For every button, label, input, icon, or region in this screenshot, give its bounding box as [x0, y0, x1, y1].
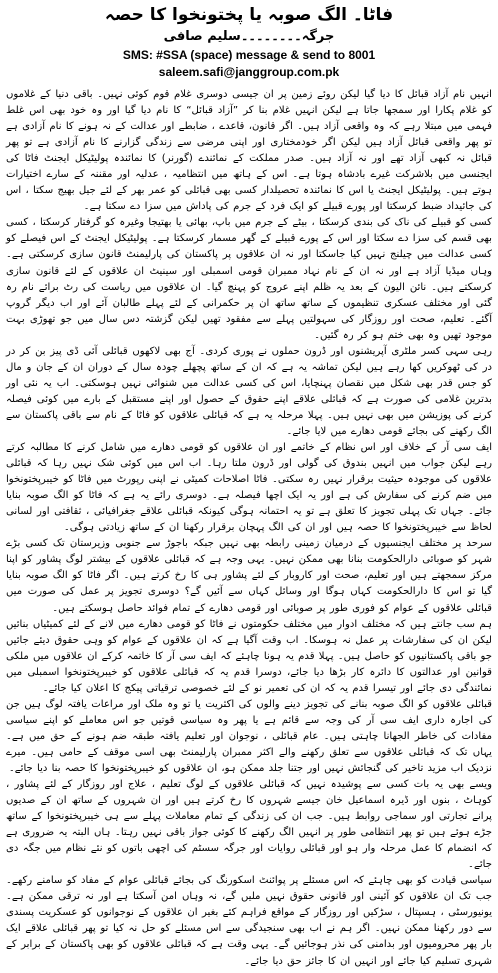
author-email: saleem.safi@janggroup.com.pk [158, 65, 340, 79]
article-paragraph: ہم سب جانتے ہیں کہ مختلف ادوار میں مختلف حکومتوں نے فاٹا کو قومی دھارے میں لانے کے لئے کمیٹیاں بنائیں لیکن ان کی سفارشات پر عمل نہ ہوسکا۔ اب وقت آگیا ہے کہ ان علاقوں کے عوام کو وہی حقوق دیئے جائیں جو باقی پاکستانیوں کو حاصل ہیں۔ پہلا قدم یہ ہونا چاہئے کہ ایف سی آر کا خاتمہ کرکے ان علاقوں میں ملکی قوانین اور عدالتوں کا دائرہ کار بڑھا دیا جائے، دوسرا قدم یہ کہ قبائلی علاقوں کو خیبرپختونخوا اسمبلی میں نمائندگی دی جائے اور تیسرا قدم یہ کہ ان کی تعمیر نو کے لئے خصوصی ترقیاتی پیکج کا اعلان کیا جائے۔ [6, 618, 492, 694]
article-paragraph: ایف سی آر کے خلاف اور اس نظام کے خاتمے اور ان علاقوں کو قومی دھارے میں شامل کرنے کا مطالبہ کرتے رہے لیکن جواب میں انہیں بندوق کی گولی اور ڈرون ملتا رہا۔ اب اس میں کوئی شک نہیں رہا کہ قبائلی علاقوں کی موجودہ حیثیت برقرار نہیں رہ سکتی۔ فاٹا اصلاحات کمیٹی نے اپنی رپورٹ میں فاٹا کو خیبرپختونخوا میں ضم کرنے کی سفارش کی ہے اور یہ ایک اچھا فیصلہ ہے۔ دوسری رائے یہ ہے کہ فاٹا کو الگ صوبہ بنایا جائے۔ جہاں تک پہلی تجویز کا تعلق ہے تو یہ احتمانہ ہوگی کیونکہ قبائلی علاقے جغرافیائی ، ثقافتی اور لسانی لحاظ سے خیبرپختونخوا کا حصہ ہیں اور ان کی الگ پہچان برقرار رکھنا ان کے ساتھ زیادتی ہوگی۔ [6, 442, 492, 534]
article-header [6, 4, 492, 81]
article-paragraph: انہیں نام آزاد قبائل کا دیا گیا لیکن روئے زمین پر ان جیسی دوسری غلام قوم کوئی نہیں۔ باقی دنیا کے غلاموں کو غلام پکارا اور سمجھا جاتا ہے لیکن انہیں غلام بنا کر ”آزاد قبائل“ کا نام دیا گیا اور وہ خود بھی اس غلط فہمی میں مبتلا رہے کہ وہ واقعی آزاد ہیں۔ اگر قانون، قاعدے ، ضابطے اور عدالت کے نہ ہونے کا نام آزادی ہے تو پھر واقعی قبائل آزاد ہیں لیکن اگر خودمختاری اور اپنی مرضی سے زندگی گزارنے کا نام آزادی ہے تو پھر قبائل نہ کبھی آزاد تھے اور نہ آزاد ہیں۔ صدر مملکت کے نمائندے (گورنر) کا نمائندہ پولیٹیکل ایجنٹ فاٹا کی ایجنسی میں بلاشرکت غیرے بادشاہ ہوتا ہے۔ اس کے ہاتھ میں انتظامیہ ، عدلیہ اور مقننہ کے سارے اختیارات ہوتے ہیں۔ پولیٹیکل ایجنٹ یا اس کا نمائندہ تحصیلدار کسی بھی قبائلی کو عمر بھر کے لئے جیل بھیج سکتا ، اس کی جائیداد ضبط کرسکتا اور پورے قبیلے کو ایک فرد کے جرم کی پاداش میں سزا دے سکتا ہے۔ [6, 89, 492, 213]
article-paragraph: قبائلی علاقوں کو الگ صوبہ بنانے کی تجویز دینے والوں کی اکثریت یا تو وہ ملک اور مراعات یافتہ لوگ ہیں جن کی اجارہ داری ایف سی آر کی وجہ سے قائم ہے یا پھر وہ سیاسی قوتیں جو اس معاملے کو اپنے سیاسی مفادات کی خاطر الجھانا چاہتی ہیں۔ عام قبائلی ، نوجوان اور تعلیم یافتہ طبقہ ضم ہونے کے حق میں ہے۔ یہاں تک کہ قبائلی علاقوں سے تعلق رکھنے والے اکثر ممبران پارلیمنٹ بھی اسی موقف کے حامی ہیں۔ میرے نزدیک اب مزید تاخیر کی گنجائش نہیں اور جتنا جلد ممکن ہو، ان علاقوں کو خیبرپختونخوا کا حصہ بنا دیا جائے۔ [6, 698, 492, 774]
sms-line: SMS: #SSA (space) message & send to 8001 [122, 48, 376, 62]
article-paragraph: رہی سہی کسر ملٹری آپریشنوں اور ڈرون حملوں نے پوری کردی۔ آج بھی لاکھوں قبائلی آئی ڈی پیز بن کر در در کی ٹھوکریں کھا رہے ہیں لیکن تماشہ یہ ہے کہ ان کے ساتھ پچھلے چودہ سال کے دوران ان کے جان و مال کو جس قدر بھی شکل میں نقصان پہنچایا، اس کی کسی عدالت میں شنوائی نہیں ہوسکتی۔ اب یہ نئی اور بدترین غلامی کی صورت ہے کہ قبائلی علاقے اپنے حقوق کے حصول اور اپنے مستقبل کے بارے میں کوئی فیصلہ کرنے کی پوزیشن میں بھی نہیں ہیں۔ پہلا مرحلہ یہ ہے کہ قبائلی علاقوں کو فاٹا کے نام سے باقی پاکستان سے الگ رکھنے کی بجائے قومی دھارے میں لایا جائے۔ [6, 345, 492, 437]
article-paragraph: ویسے بھی یہ بات کسی سے پوشیدہ نہیں کہ قبائلی علاقوں کے لوگ تعلیم ، علاج اور روزگار کے لئے پشاور ، کوہاٹ ، بنوں اور ڈیرہ اسماعیل خان جیسے شہروں کا رخ کرتے ہیں اور ان شہروں کے ساتھ ان کے صدیوں پرانے تجارتی اور سماجی روابط ہیں۔ جب ان کی زندگی کے تمام معاملات پہلے سے ہی خیبرپختونخوا کے ساتھ جڑے ہوئے ہیں تو پھر انتظامی طور پر انہیں الگ رکھنے کا کوئی جواز باقی نہیں رہتا۔ ہاں البتہ یہ ضروری ہے کہ انضمام کا عمل مرحلہ وار ہو اور قبائلی روایات اور جرگہ سسٹم کی اچھی باتوں کو نئے نظام میں جگہ دی جائے۔ [6, 779, 492, 871]
article-byline: جرگہ۔۔۔۔۔۔۔۔سلیم صافی [163, 29, 335, 44]
article-paragraph: سیاسی قیادت کو بھی چاہئے کہ اس مسئلے پر پوائنٹ اسکورنگ کی بجائے قبائلی عوام کے مفاد کو سامنے رکھے۔ جب تک ان علاقوں کو آئینی اور قانونی حقوق نہیں ملیں گے، نہ وہاں امن آسکتا ہے اور نہ ترقی ممکن ہے۔ یونیورسٹی ، ہسپتال ، سڑکیں اور روزگار کے مواقع فراہم کئے بغیر ان علاقوں کے نوجوانوں کو عسکریت پسندی سے دور رکھنا ممکن نہیں۔ اگر ہم نے اب بھی سنجیدگی سے اس مسئلے کو حل نہ کیا تو پھر قبائلی علاقے ایک بار پھر محرومیوں اور بدامنی کی نذر ہوجائیں گے۔ یہی وقت ہے کہ قبائلی علاقوں کو بھی پاکستان کے برابر کے شہری تسلیم کیا جائے اور انہیں ان کا جائز حق دیا جائے۔ [6, 875, 492, 967]
article-paragraph: کسی کو قبیلے کی ناک کی بندی کرسکتا ، بیٹے کے جرم میں باپ، بھائی یا بھتیجا وغیرہ کو گرفتار کرسکتا ، کسی بھی قسم کی سزا دے سکتا اور اس کے پورے قبیلے کے گھر مسمار کرسکتا ہے۔ پولیٹیکل ایجنٹ کے اس فیصلے کو کسی عدالت میں چیلنج نہیں کیا جاسکتا اور نہ ان علاقوں پر پاکستان کی پارلیمنٹ قانون سازی کرسکتی ہے۔ وہاں میڈیا آزاد ہے اور نہ ان کے نام نہاد ممبران قومی اسمبلی اور سینیٹ ان علاقوں کے لئے قانون سازی کرسکتے ہیں۔ نائن الیون کے بعد یہ ظلم اپنے عروج کو پہنچ گیا۔ ان علاقوں میں ریاست کی رٹ برائے نام رہ گئی اور مختلف عسکری تنظیموں کے ساتھ ساتھ ان پر حکمرانی کے لئے پہلے طالبان آئے اور اب دیگر گروپ آگئے۔ تعلیم، صحت اور روزگار کی سہولتیں پہلے سے مفقود تھیں لیکن گزشتہ دس سال میں جو تھوڑی بہت موجود تھیں وہ بھی ختم ہو کر رہ گئیں۔ [6, 217, 492, 341]
article-column [6, 4, 492, 970]
article-body [6, 87, 492, 970]
article-title: فاٹا۔ الگ صوبہ یا پختونخوا کا حصہ [104, 5, 394, 25]
article-paragraph: سرحد پر مختلف ایجنسیوں کے درمیان زمینی رابطہ بھی نہیں جبکہ باجوڑ سے جنوبی وزیرستان تک کسی بڑے شہر کو صوبائی دارالحکومت بنانا بھی ممکن نہیں۔ یہی وجہ ہے کہ قبائلی علاقوں کے بیشتر لوگ پشاور کو اپنا مرکز سمجھتے ہیں اور تعلیم، صحت اور کاروبار کے لئے پشاور ہی کا رخ کرتے ہیں۔ اگر فاٹا کو الگ صوبہ بنایا گیا تو اس کا دارالحکومت کہاں ہوگا اور وسائل کہاں سے آئیں گے؟ دوسری تجویز پر عمل کی صورت میں قبائلی علاقوں کے عوام کو فوری طور پر صوبائی اور قومی دھارے کے تمام فوائد حاصل ہوسکتے ہیں۔ [6, 538, 492, 614]
